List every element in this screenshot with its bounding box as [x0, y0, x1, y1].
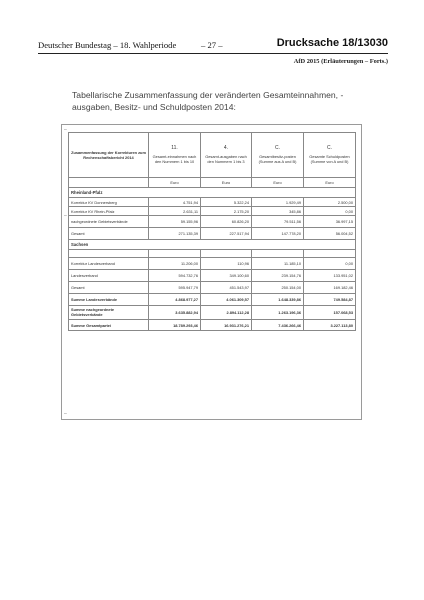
column-text: Gesamt-einnahmen nach den Nummern 1 bis 10	[152, 153, 197, 165]
row-label: Gesamt	[69, 228, 149, 240]
header-left: Deutscher Bundestag – 18. Wahlperiode	[38, 40, 177, 50]
cell-liabilities: 3.227.113,80	[304, 320, 356, 331]
cell-expenses: 349.100,60	[201, 270, 252, 282]
cell-liabilities: 0,00	[304, 207, 356, 216]
cell-assets: 345,86	[252, 207, 304, 216]
cell-income: 11.206,00	[149, 258, 201, 270]
row-label: Landesverband	[69, 270, 149, 282]
cell-assets: 1.263.196,36	[252, 306, 304, 320]
row-label: Summe nachgeordnete Gebietsverbände	[69, 306, 149, 320]
summary-row	[69, 294, 356, 306]
cell-income: 595.947,79	[149, 282, 201, 294]
section-subheader: AfD 2015 (Erläuterungen – Forts.)	[293, 58, 388, 65]
margin-mark-left: –	[64, 213, 67, 219]
cell-expenses: 4.061.309,57	[201, 294, 252, 306]
column-header-assets	[252, 133, 304, 178]
cell-assets: 11.185,10	[252, 258, 304, 270]
cell-expenses: 227.517,94	[201, 228, 252, 240]
table-row	[69, 216, 356, 228]
cell-income: 271.135,39	[149, 228, 201, 240]
cell-liabilities: 157.068,53	[304, 306, 356, 320]
row-label: Summe Landesverbände	[69, 294, 149, 306]
corner-mark-bottom-left: –	[64, 411, 67, 417]
grand-total-row	[69, 320, 356, 331]
cell-liabilities: 36.997,15	[304, 216, 356, 228]
cell-liabilities: 0,00	[304, 258, 356, 270]
spacer-row	[69, 250, 356, 258]
column-label: C.	[327, 144, 332, 151]
table-row	[69, 270, 356, 282]
column-header-description: Zusammenfassung der Korrekturen zum Rechenschaftsbericht 2014	[69, 133, 149, 178]
section-title: Rheinland-Pfalz	[69, 188, 356, 198]
document-number-value: 13030	[357, 37, 388, 49]
units-row	[69, 178, 356, 188]
cell-expenses: 60.826,20	[201, 216, 252, 228]
column-label: C.	[275, 144, 280, 151]
section-title: Sachsen	[69, 240, 356, 250]
cell-liabilities: 169.182,46	[304, 282, 356, 294]
cell-liabilities: 749.584,87	[304, 294, 356, 306]
column-header-expenses	[201, 133, 252, 178]
cell-income: 2.631,11	[149, 207, 201, 216]
summary-table-frame	[61, 124, 362, 420]
cell-liabilities: 56.004,52	[304, 228, 356, 240]
cell-income: 3.635.882,94	[149, 306, 201, 320]
unit-cell: Euro	[201, 178, 252, 188]
row-label: nachgeordnete Gebietsverbände	[69, 216, 149, 228]
row-label: Gesamt	[69, 282, 149, 294]
cell-assets: 147.778,20	[252, 228, 304, 240]
column-text: Gesamt-ausgaben nach den Nummern 1 bis 3	[205, 153, 247, 165]
table-header-row	[69, 133, 356, 178]
table-row	[69, 207, 356, 216]
summary-table	[68, 132, 356, 331]
column-label: 11.	[171, 144, 178, 151]
page-number: – 27 –	[201, 40, 223, 50]
subtotal-row	[69, 228, 356, 240]
cell-income: 4.751,94	[149, 198, 201, 207]
cell-assets: 79.511,56	[252, 216, 304, 228]
unit-cell: Euro	[304, 178, 356, 188]
unit-cell	[69, 178, 149, 188]
column-header-income	[149, 133, 201, 178]
section-row-rheinland-pfalz	[69, 188, 356, 198]
unit-cell: Euro	[252, 178, 304, 188]
cell-assets: 1.648.339,86	[252, 294, 304, 306]
cell-expenses: 2.175,20	[201, 207, 252, 216]
column-text: Gesamte Schuldposten (Summe von A und B)	[309, 153, 350, 165]
cell-income: 59.155,96	[149, 216, 201, 228]
cell-assets: 239.154,76	[252, 270, 304, 282]
row-label: Korrektur Landesverband	[69, 258, 149, 270]
row-label: Korrektur KV Rhein-Pfalz	[69, 207, 149, 216]
cell-expenses: 451.543,97	[201, 282, 252, 294]
cell-liabilities: 133.951,02	[304, 270, 356, 282]
cell-expenses: 16.931.276,21	[201, 320, 252, 331]
intro-paragraph: Tabellarische Zusammenfassung der veränderten Gesamteinnahmen, -ausgaben, Besitz- und Schuldposten 2014:	[72, 90, 344, 112]
cell-expenses: 5.322,24	[201, 198, 252, 207]
summary-row	[69, 306, 356, 320]
cell-income: 4.868.977,27	[149, 294, 201, 306]
cell-assets: 250.154,00	[252, 282, 304, 294]
cell-assets: 7.436.266,46	[252, 320, 304, 331]
document-number-prefix: Drucksache 18/	[276, 37, 358, 49]
cell-liabilities: 2.500,00	[304, 198, 356, 207]
subtotal-row	[69, 282, 356, 294]
column-text: Gesamtbesitz-posten (Summe aus A und B)	[258, 153, 297, 165]
cell-income: 594.732,76	[149, 270, 201, 282]
row-label: Summe Gesamtpartei	[69, 320, 149, 331]
table-row	[69, 198, 356, 207]
cell-income: 18.789.293,46	[149, 320, 201, 331]
row-label: Korrektur KV Donnersberg	[69, 198, 149, 207]
header-rule	[38, 53, 388, 54]
cell-expenses: 110,96	[201, 258, 252, 270]
document-number	[277, 37, 388, 49]
cell-expenses: 2.894.112,28	[201, 306, 252, 320]
corner-mark-top-left: –	[64, 127, 67, 133]
table-row	[69, 258, 356, 270]
column-label: 4.	[223, 144, 229, 151]
unit-cell: Euro	[149, 178, 201, 188]
section-row-sachsen	[69, 240, 356, 250]
column-header-liabilities	[304, 133, 356, 178]
cell-assets: 1.929,49	[252, 198, 304, 207]
